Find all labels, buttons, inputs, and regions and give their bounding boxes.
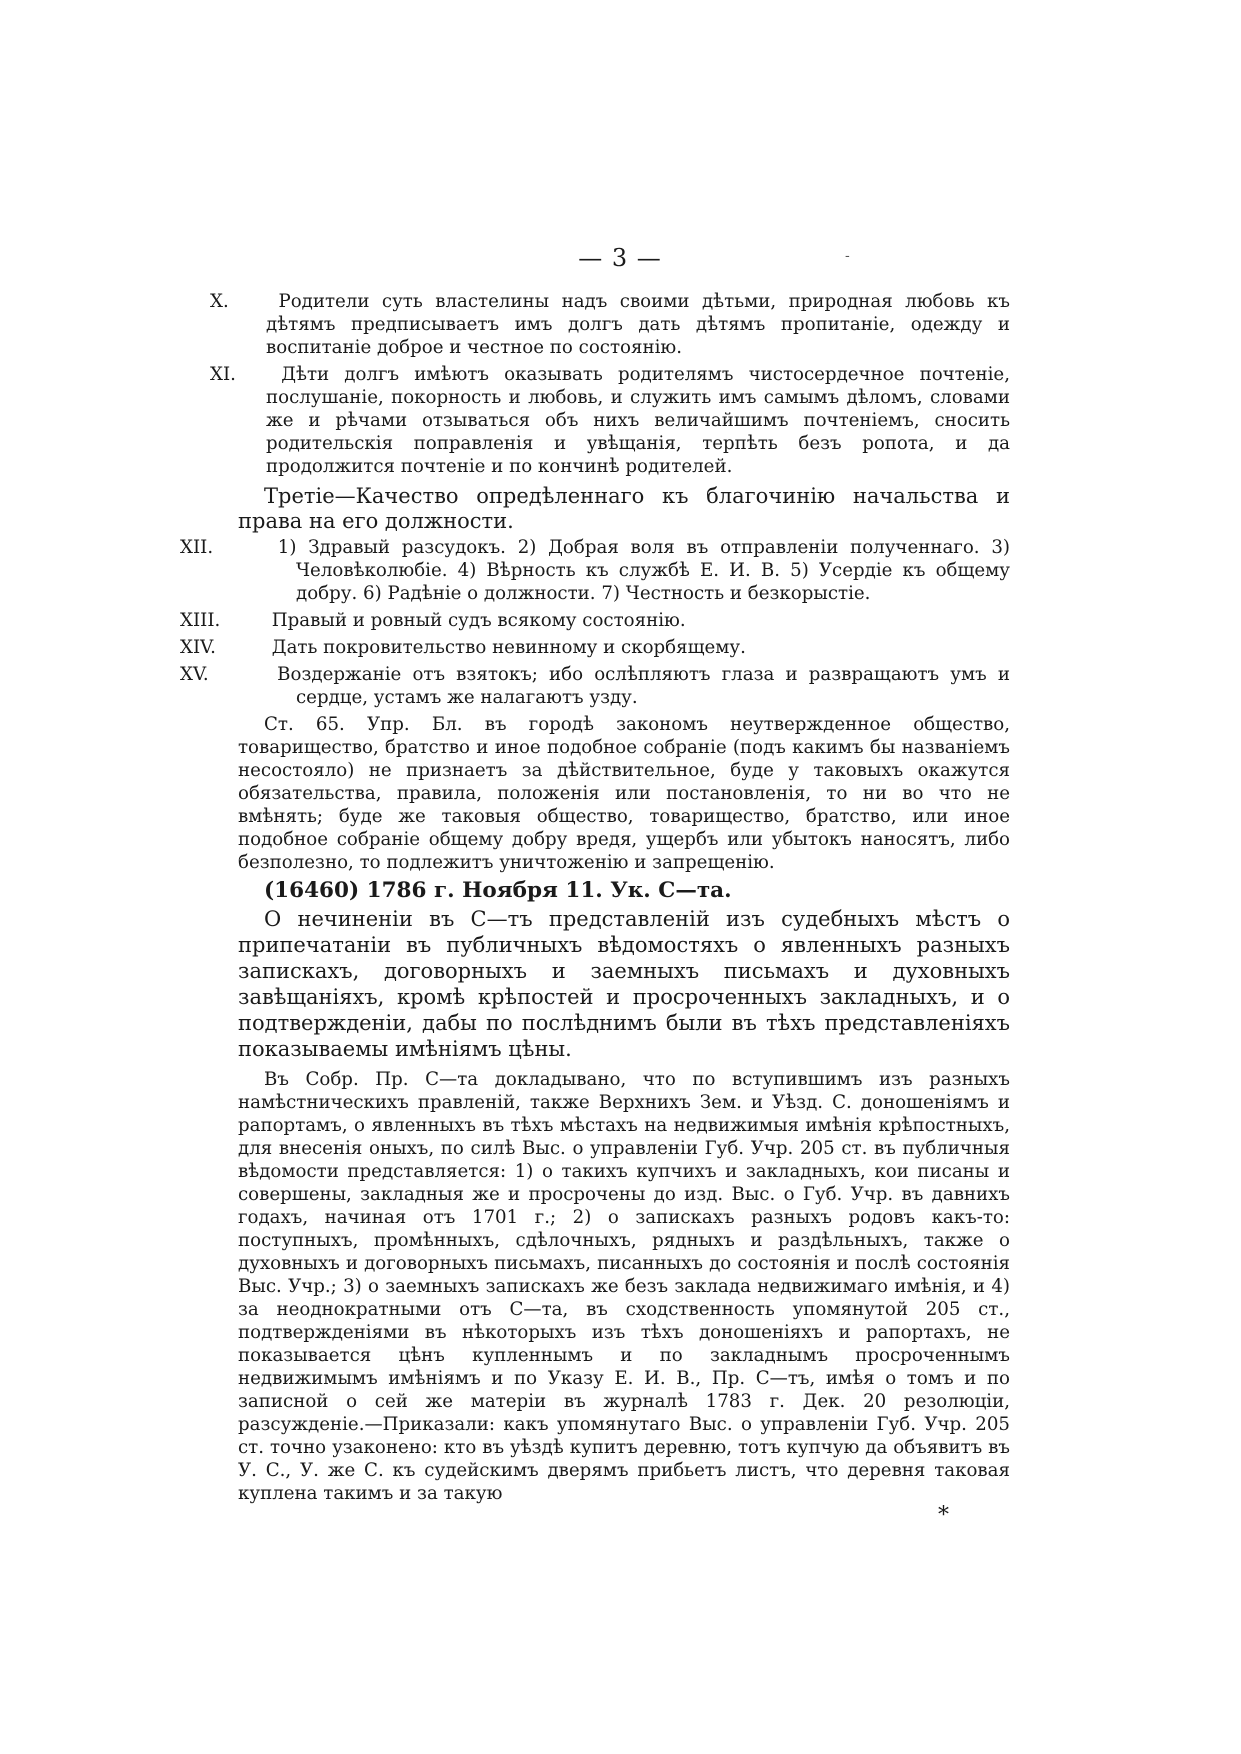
page-number: — 3 — [578,244,662,272]
item-text: Дать покровительство невинному и скорбящему. [271,637,746,658]
item-xv [180,663,1010,709]
decree-body: Въ Собр. Пр. С—та докладывано, что по вступившимъ изъ разныхъ намѣстническихъ правленій, также Верхнихъ Зем. и Уѣзд. С. доношеніямъ и рапортамъ, о явленныхъ въ тѣхъ мѣстахъ на недвижимыя имѣнія крѣпостныхъ, для внесенія оныхъ, по силѣ Выс. о управленіи Губ. Учр. 205 ст. въ публичныя вѣдомости представляется: 1) о такихъ купчихъ и закладныхъ, кои писаны и совершены, закладныя же и просрочены до изд. Выс. о Губ. Учр. въ давнихъ годахъ, начиная отъ 1701 г.; 2) о запискахъ разныхъ родовъ какъ-то: поступныхъ, промѣнныхъ, сдѣлочныхъ, рядныхъ и раздѣльныхъ, также о духовныхъ и договорныхъ письмахъ, писанныхъ до состоянія и послѣ состоянія Выс. Учр.; 3) о заемныхъ запискахъ же безъ заклада недвижимаго имѣнія, и 4) за неоднократными отъ С—та, въ сходственность упомянутой 205 ст., подтвержденіями въ нѣкоторыхъ изъ тѣхъ доношеніяхъ и рапортахъ, не показывается цѣнъ купленнымъ и по закладнымъ просроченнымъ недвижимымъ имѣніямъ и по Указу Е. И. В., Пр. С—тъ, имѣя о томъ и по записной о сей же матеріи въ журналѣ 1783 г. Дек. 20 резолюціи, разсужденіе.—Приказали: какъ упомянутаго Выс. о управленіи Губ. Учр. 205 ст. точно узаконено: кто въ уѣздѣ купитъ деревню, тотъ купчую да объявитъ въ У. С., У. же С. къ судейскимъ дверямъ прибьетъ листъ, что деревня таковая куплена такимъ и за такую [238,1069,1010,1504]
item-label: XV. [180,664,209,685]
item-xiv [180,636,1010,659]
item-xi [210,363,1010,478]
article-paragraph: Ст. 65. Упр. Бл. въ городѣ закономъ неутвержденное общество, товарищество, братство и иное подобное собраніе (подъ какимъ бы названіемъ несостояло) не признаетъ за дѣйствительное, буде у таковыхъ окажутся обязательства, правила, положенія или постановленія, то ни во что не вмѣнять; буде же таковыя общество, товарищество, братство, или иное подобное собраніе общему добру вредя, ущербъ или убытокъ наносятъ, либо безполезно, то подлежитъ уничтоженію и запрещенію. [238,714,1010,873]
signature-mark: * [938,1503,949,1528]
item-text: Правый и ровный судъ всякому состоянію. [271,610,686,631]
item-xiii [180,609,1010,632]
page-body [180,290,1010,1509]
item-label: XIV. [180,637,216,658]
item-x [210,290,1010,359]
corner-mark: - [845,248,850,264]
section-heading: Третіе—Качество опредѣленнаго къ благочинію начальства и права на его должности. [238,484,1010,533]
item-label: XI. [210,364,236,385]
item-text: 1) Здравый разсудокъ. 2) Добрая воля въ отправленіи полученнаго. 3) Человѣколюбіе. 4) Вѣрность къ службѣ Е. И. В. 5) Усердіе къ общему добру. 6) Радѣніе о должности. 7) Честность и безкорыстіе. [277,537,1010,604]
item-label: X. [210,291,229,312]
decree-title: О нечиненіи въ С—тъ представленій изъ судебныхъ мѣстъ о припечатаніи въ публичныхъ вѣдомостяхъ о явленныхъ разныхъ запискахъ, договорныхъ и заемныхъ письмахъ и духовныхъ завѣщаніяхъ, кромѣ крѣпостей и просроченныхъ закладныхъ, и о подтвержденіи, дабы по послѣднимъ были въ тѣхъ представленіяхъ показываемы имѣніямъ цѣны. [238,907,1010,1061]
decree-heading: (16460) 1786 г. Ноября 11. Ук. С—та. [264,878,732,903]
item-label: XII. [180,537,214,558]
item-text: Воздержаніе отъ взятокъ; ибо ослѣпляютъ глаза и развращаютъ умъ и сердце, устамъ же налагаютъ узду. [277,664,1010,708]
item-label: XIII. [180,610,221,631]
item-text: Дѣти долгъ имѣютъ оказывать родителямъ чистосердечное почтеніе, послушаніе, покорность и любовь, и служить имъ самымъ дѣломъ, словами же и рѣчами отзываться объ нихъ величайшимъ почтеніемъ, сносить родительскія поправленія и увѣщанія, терпѣть безъ ропота, и да продолжится почтеніе и по кончинѣ родителей. [266,364,1010,477]
item-text: Родители суть властелины надъ своими дѣтьми, природная любовь къ дѣтямъ предписываетъ имъ долгъ дать дѣтямъ пропитаніе, одежду и воспитаніе доброе и честное по состоянію. [266,291,1010,358]
item-xii [180,536,1010,605]
